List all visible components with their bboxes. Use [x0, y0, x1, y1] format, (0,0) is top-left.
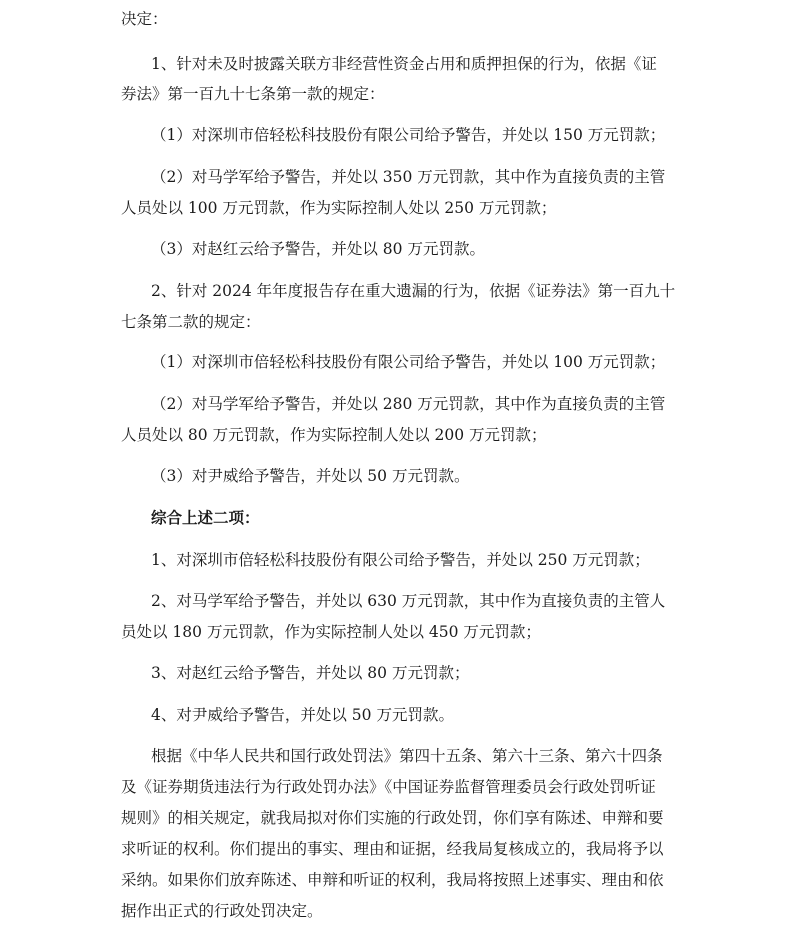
text-line-item1-intro: 1、针对未及时披露关联方非经营性资金占用和质押担保的行为，依据《证: [151, 55, 657, 73]
text-line-legal-basis-5: 采纳。如果你们放弃陈述、申辩和听证的权利，我局将按照上述事实、理由和依: [121, 871, 664, 889]
text-line-item2-sub2-cont: 人员处以 80 万元罚款，作为实际控制人处以 200 万元罚款；: [121, 426, 547, 444]
text-line-item2-sub3: （3）对尹威给予警告，并处以 50 万元罚款。: [151, 467, 470, 485]
text-line-summary-2: 2、对马学军给予警告，并处以 630 万元罚款，其中作为直接负责的主管人: [151, 592, 666, 610]
text-line-item2-sub1: （1）对深圳市倍轻松科技股份有限公司给予警告，并处以 100 万元罚款；: [151, 353, 666, 371]
text-line-item2-intro-cont: 七条第二款的规定：: [121, 313, 261, 331]
text-line-legal-basis-3: 规则》的相关规定，就我局拟对你们实施的行政处罚，你们享有陈述、申辩和要: [121, 809, 664, 827]
text-line-item1-sub2: （2）对马学军给予警告，并处以 350 万元罚款，其中作为直接负责的主管: [151, 168, 666, 186]
text-line-item2-sub2: （2）对马学军给予警告，并处以 280 万元罚款，其中作为直接负责的主管: [151, 395, 666, 413]
text-line-item1-sub2-cont: 人员处以 100 万元罚款，作为实际控制人处以 250 万元罚款；: [121, 199, 557, 217]
section-heading-summary: 综合上述二项：: [151, 508, 260, 527]
text-line-item1-intro-cont: 券法》第一百九十七条第一款的规定：: [121, 85, 385, 103]
text-line-legal-basis-6: 据作出正式的行政处罚决定。: [121, 902, 323, 920]
text-line-summary-1: 1、对深圳市倍轻松科技股份有限公司给予警告，并处以 250 万元罚款；: [151, 551, 650, 569]
text-line-legal-basis-1: 根据《中华人民共和国行政处罚法》第四十五条、第六十三条、第六十四条: [151, 747, 663, 765]
text-line-legal-basis-2: 及《证券期货违法行为行政处罚办法》《中国证券监督管理委员会行政处罚听证: [121, 778, 656, 796]
text-line-decision-heading: 决定：: [121, 10, 168, 28]
text-line-item2-intro: 2、针对 2024 年年度报告存在重大遗漏的行为，依据《证券法》第一百九十: [151, 282, 676, 300]
text-line-summary-4: 4、对尹威给予警告，并处以 50 万元罚款。: [151, 706, 454, 724]
text-line-legal-basis-4: 求听证的权利。你们提出的事实、理由和证据，经我局复核成立的，我局将予以: [121, 840, 664, 858]
text-line-item1-sub1: （1）对深圳市倍轻松科技股份有限公司给予警告，并处以 150 万元罚款；: [151, 126, 666, 144]
text-line-item1-sub3: （3）对赵红云给予警告，并处以 80 万元罚款。: [151, 240, 485, 258]
text-line-summary-3: 3、对赵红云给予警告，并处以 80 万元罚款；: [151, 664, 470, 682]
text-line-summary-2-cont: 员处以 180 万元罚款，作为实际控制人处以 450 万元罚款；: [121, 623, 541, 641]
